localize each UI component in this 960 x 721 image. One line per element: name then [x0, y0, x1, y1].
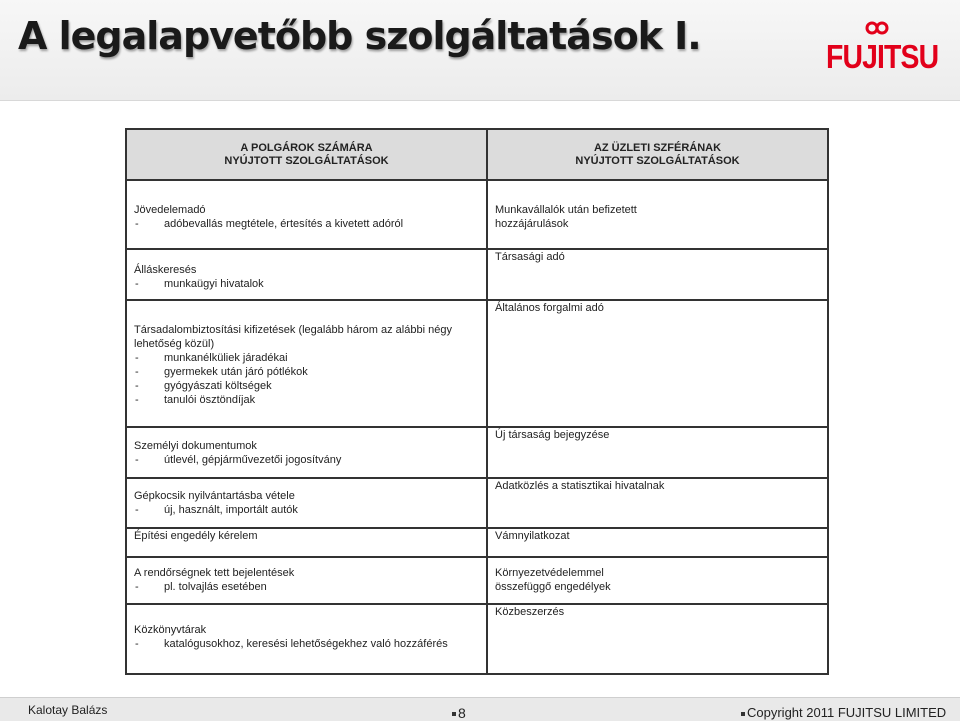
citizen-cell: [126, 427, 487, 478]
citizen-service-title: Közkönyvtárak: [134, 624, 207, 636]
citizen-service-items: [134, 453, 479, 467]
business-service-title: Környezetvédelemmel összefüggő engedélyek: [495, 567, 611, 593]
business-cell: [487, 300, 828, 427]
list-item: - tanulói ösztöndíjak: [134, 393, 479, 407]
services-table: [125, 128, 829, 675]
list-item: - adóbevallás megtétele, értesítés a kivetett adóról: [134, 217, 479, 231]
business-cell: [487, 557, 828, 604]
citizen-cell: [126, 300, 487, 427]
business-service-title: Általános forgalmi adó: [495, 302, 604, 314]
citizen-service-title: A rendőrségnek tett bejelentések: [134, 567, 295, 579]
footer-copyright: [741, 705, 946, 720]
list-item: - pl. tolvajlás esetében: [134, 580, 479, 594]
table-row: [126, 557, 828, 604]
citizen-service-items: [134, 637, 479, 651]
citizen-service-title: Jövedelemadó: [134, 204, 206, 216]
citizen-service-title: Gépkocsik nyilvántartásba vétele: [134, 490, 295, 502]
footer-author: Kalotay Balázs: [28, 703, 108, 717]
table-row: [126, 249, 828, 300]
citizen-service-items: [134, 351, 479, 407]
citizen-service-title: Társadalombiztosítási kifizetések (legalább három az alábbi négy lehetőség közül): [134, 324, 452, 350]
table-row: [126, 300, 828, 427]
logo-wordmark: FUJITSU: [826, 38, 939, 75]
business-service-title: Vámnyilatkozat: [495, 530, 570, 542]
table-row: [126, 427, 828, 478]
header-citizens-text: A POLGÁROK SZÁMÁRA NYÚJTOTT SZOLGÁLTATÁSOK: [224, 141, 389, 167]
header-citizens: [126, 129, 487, 180]
list-item: - munkanélküliek járadékai: [134, 351, 479, 365]
citizen-service-items: [134, 503, 479, 517]
list-item: - gyógyászati költségek: [134, 379, 479, 393]
citizen-cell: [126, 604, 487, 674]
table-row: [126, 528, 828, 557]
citizen-cell: [126, 180, 487, 249]
business-cell: [487, 427, 828, 478]
citizen-cell: [126, 249, 487, 300]
list-item: - katalógusokhoz, keresési lehetőségekhez való hozzáférés: [134, 637, 479, 651]
list-item: - útlevél, gépjárművezetői jogosítvány: [134, 453, 479, 467]
list-item: - gyermekek után járó pótlékok: [134, 365, 479, 379]
footer: [0, 697, 960, 721]
title-band: [0, 0, 960, 101]
citizen-cell: [126, 478, 487, 528]
business-service-title: Új társaság bejegyzése: [495, 429, 610, 441]
business-cell: [487, 180, 828, 249]
copyright-text: Copyright 2011 FUJITSU LIMITED: [747, 705, 947, 720]
list-item: - új, használt, importált autók: [134, 503, 479, 517]
business-cell: [487, 528, 828, 557]
business-service-title: Közbeszerzés: [495, 606, 565, 618]
page-number: 8: [458, 705, 466, 721]
citizen-service-items: [134, 217, 479, 231]
business-cell: [487, 604, 828, 674]
square-bullet-icon: [452, 712, 456, 716]
table-row: [126, 478, 828, 528]
table-row: [126, 604, 828, 674]
square-bullet-icon: [741, 712, 745, 716]
list-item: - munkaügyi hivatalok: [134, 277, 479, 291]
table-header-row: [126, 129, 828, 180]
business-cell: [487, 478, 828, 528]
table-row: [126, 180, 828, 249]
citizen-cell: [126, 557, 487, 604]
header-business: [487, 129, 828, 180]
business-cell: [487, 249, 828, 300]
business-service-title: Társasági adó: [495, 251, 565, 263]
citizen-cell: [126, 528, 487, 557]
fujitsu-logo: [826, 20, 946, 80]
business-service-title: Munkavállalók után befizetett hozzájárulások: [495, 204, 637, 230]
citizen-service-items: [134, 580, 479, 594]
header-business-text: AZ ÜZLETI SZFÉRÁNAK NYÚJTOTT SZOLGÁLTATÁSOK: [575, 141, 740, 167]
citizen-service-title: Álláskeresés: [134, 264, 197, 276]
citizen-service-title: Építési engedély kérelem: [134, 530, 258, 542]
citizen-service-title: Személyi dokumentumok: [134, 440, 257, 452]
citizen-service-items: [134, 277, 479, 291]
business-service-title: Adatközlés a statisztikai hivatalnak: [495, 480, 665, 492]
slide-title: A legalapvetőbb szolgáltatások I.: [18, 14, 701, 58]
footer-page-number: [452, 705, 466, 721]
